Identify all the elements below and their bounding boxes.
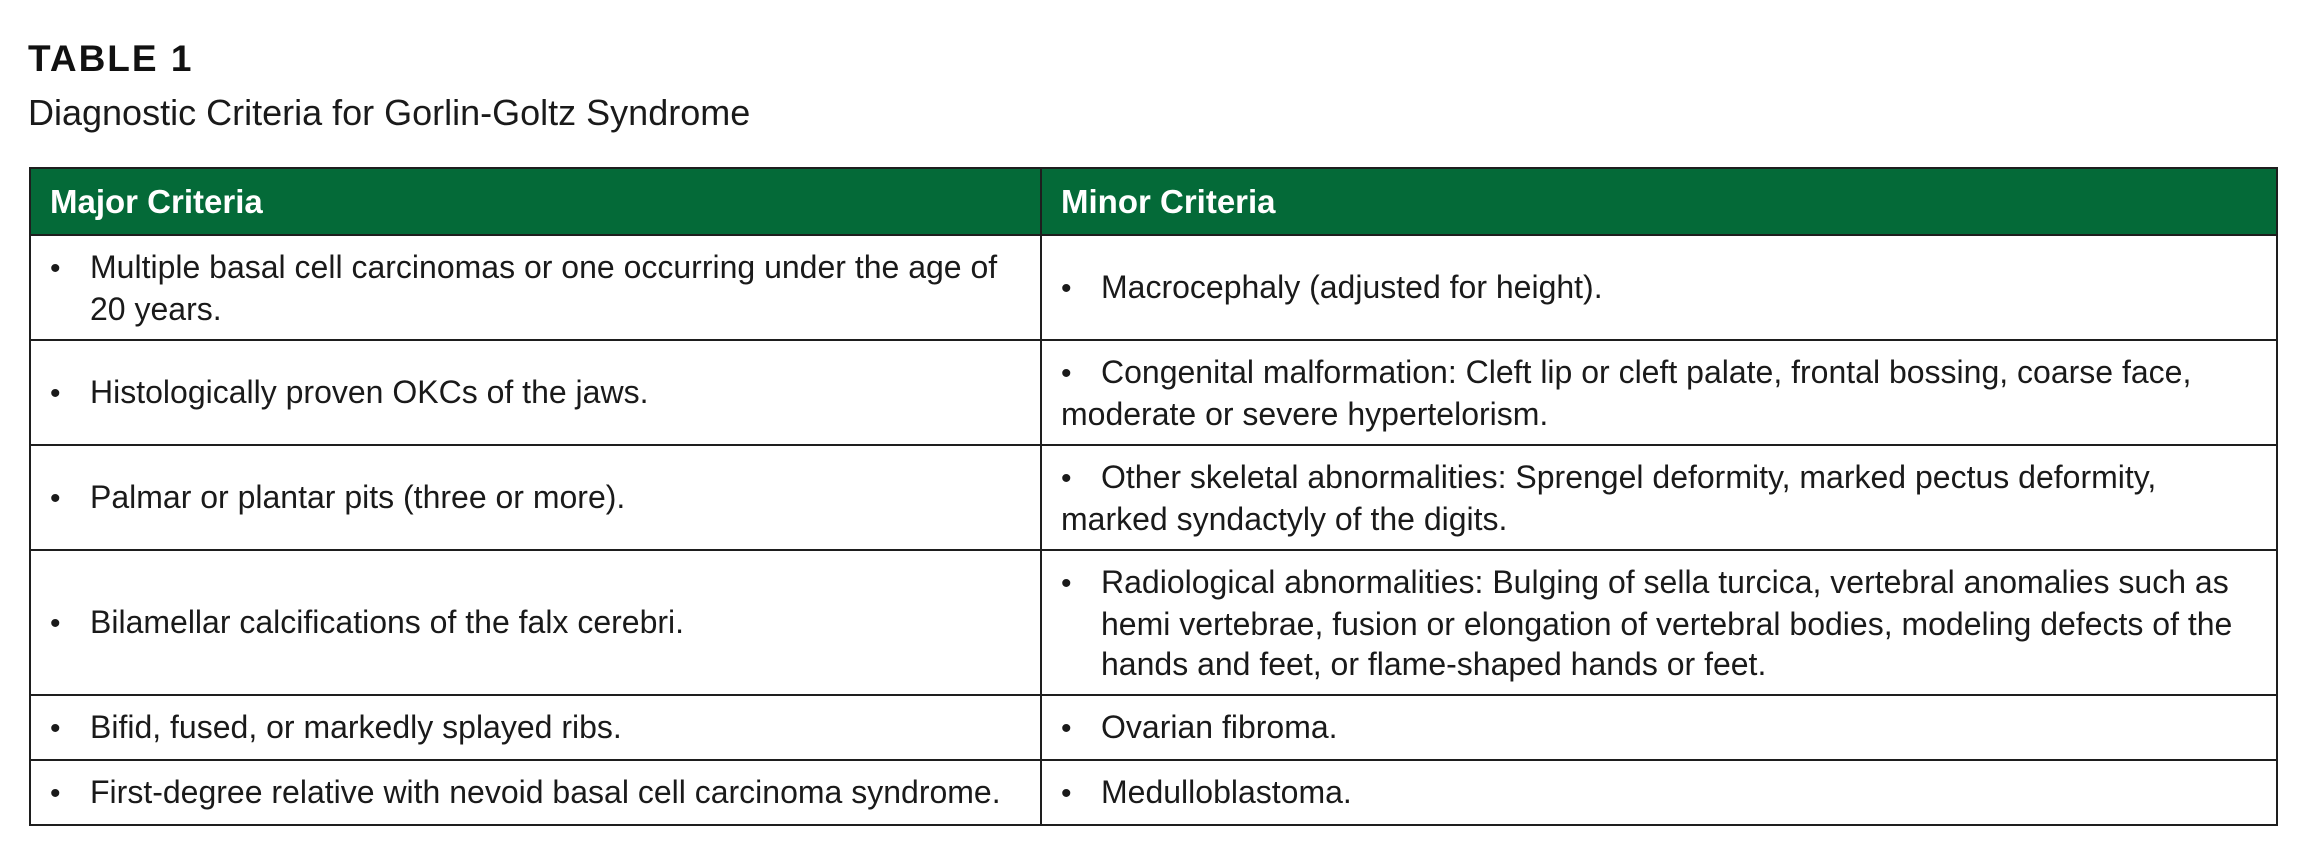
bullet-icon: • bbox=[1061, 711, 1072, 745]
bullet-icon: • bbox=[50, 776, 61, 810]
minor-criterion-cell bbox=[1041, 445, 2277, 550]
table-row bbox=[30, 340, 2277, 445]
minor-criterion-text: Radiological abnormalities: Bulging of sella turcica, vertebral anomalies such as hemi vertebrae, fusion or elongation of vertebral bodies, modeling defects of the hands and feet, or flame-shaped hands or feet. bbox=[1101, 563, 2233, 682]
list-item bbox=[50, 602, 1020, 644]
bullet-icon: • bbox=[50, 711, 61, 745]
list-item bbox=[1061, 707, 2256, 749]
list-item bbox=[1061, 267, 2256, 309]
list-item bbox=[50, 477, 1020, 519]
table-row bbox=[30, 695, 2277, 760]
minor-criterion-text: Other skeletal abnormalities: Sprengel deformity, marked pectus deformity, marked syndactyly of the digits. bbox=[1061, 458, 2157, 537]
bullet-icon: • bbox=[50, 481, 61, 515]
table-row bbox=[30, 445, 2277, 550]
minor-criterion-text: Macrocephaly (adjusted for height). bbox=[1101, 268, 1603, 305]
table-row bbox=[30, 235, 2277, 340]
major-criterion-cell bbox=[30, 340, 1041, 445]
minor-criterion-text: Congenital malformation: Cleft lip or cleft palate, frontal bossing, coarse face, moderate or severe hypertelorism. bbox=[1061, 353, 2192, 432]
table-label: TABLE 1 bbox=[28, 38, 194, 79]
minor-criterion-text: Medulloblastoma. bbox=[1101, 773, 1352, 810]
bullet-icon: • bbox=[50, 251, 61, 285]
list-item bbox=[50, 372, 1020, 414]
major-criterion-cell bbox=[30, 550, 1041, 695]
bullet-icon: • bbox=[1061, 776, 1072, 810]
major-criterion-text: Bifid, fused, or markedly splayed ribs. bbox=[90, 708, 622, 745]
major-criterion-cell bbox=[30, 445, 1041, 550]
major-criterion-text: Multiple basal cell carcinomas or one occurring under the age of 20 years. bbox=[90, 248, 998, 327]
major-criterion-text: Histologically proven OKCs of the jaws. bbox=[90, 373, 649, 410]
table-header-row bbox=[30, 168, 2277, 235]
major-criterion-text: Palmar or plantar pits (three or more). bbox=[90, 478, 626, 515]
table-row bbox=[30, 760, 2277, 825]
list-item bbox=[1061, 352, 2256, 434]
minor-criterion-cell bbox=[1041, 340, 2277, 445]
bullet-icon: • bbox=[1061, 356, 1072, 390]
minor-criterion-cell bbox=[1041, 235, 2277, 340]
major-criterion-cell bbox=[30, 235, 1041, 340]
major-criterion-cell bbox=[30, 760, 1041, 825]
list-item bbox=[50, 247, 1020, 329]
list-item bbox=[1061, 562, 2256, 684]
major-criteria-header: Major Criteria bbox=[30, 168, 1041, 235]
bullet-icon: • bbox=[50, 606, 61, 640]
list-item bbox=[1061, 772, 2256, 814]
bullet-icon: • bbox=[1061, 271, 1072, 305]
list-item bbox=[1061, 457, 2256, 539]
major-criterion-cell bbox=[30, 695, 1041, 760]
minor-criteria-header: Minor Criteria bbox=[1041, 168, 2277, 235]
list-item bbox=[50, 772, 1020, 814]
major-criterion-text: Bilamellar calcifications of the falx cerebri. bbox=[90, 603, 685, 640]
minor-criterion-cell bbox=[1041, 760, 2277, 825]
major-criterion-text: First-degree relative with nevoid basal cell carcinoma syndrome. bbox=[90, 773, 1001, 810]
minor-criterion-cell bbox=[1041, 695, 2277, 760]
bullet-icon: • bbox=[1061, 566, 1072, 600]
list-item bbox=[50, 707, 1020, 749]
table-caption: Diagnostic Criteria for Gorlin-Goltz Syndrome bbox=[28, 92, 751, 133]
bullet-icon: • bbox=[50, 376, 61, 410]
minor-criterion-text: Ovarian fibroma. bbox=[1101, 708, 1338, 745]
diagnostic-criteria-table bbox=[29, 167, 2278, 826]
bullet-icon: • bbox=[1061, 461, 1072, 495]
table-row bbox=[30, 550, 2277, 695]
minor-criterion-cell bbox=[1041, 550, 2277, 695]
